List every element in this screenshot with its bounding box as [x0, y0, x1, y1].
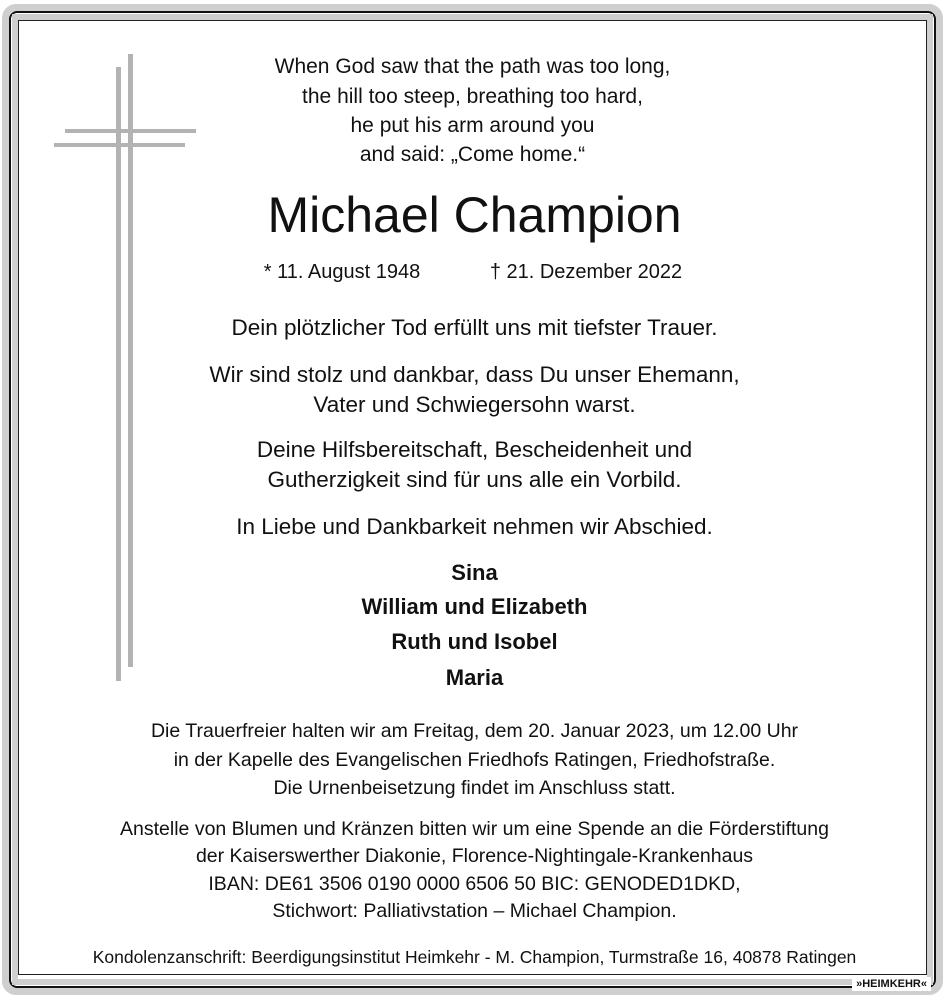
mourner-name: Sina — [451, 560, 498, 585]
message-line: Gutherzigkeit sind für uns alle ein Vorbild. — [267, 467, 682, 492]
poem-line: and said: „Come home.“ — [359, 143, 586, 166]
mourner-name: William und Elizabeth — [361, 594, 588, 619]
donation-line: Anstelle von Blumen und Kränzen bitten wir um eine Spende an die Förderstiftung — [120, 818, 829, 840]
message-line: Dein plötzlicher Tod erfüllt uns mit tiefster Trauer. — [231, 315, 718, 340]
deceased-name: Michael Champion — [267, 187, 682, 243]
death-date: † 21. Dezember 2022 — [489, 261, 683, 283]
poem-line: the hill too steep, breathing too hard, — [302, 85, 643, 108]
donation-line: der Kaiserswerther Diakonie, Florence-Nightingale-Krankenhaus — [195, 845, 754, 867]
message-line: Vater und Schwiegersohn warst. — [313, 392, 636, 417]
poem-line: he put his arm around you — [350, 114, 595, 137]
birth-date: * 11. August 1948 — [263, 261, 421, 283]
donation-line: Stichwort: Palliativstation – Michael Champion. — [272, 900, 677, 922]
funeral-line: Die Trauerfreier halten wir am Freitag, dem 20. Januar 2023, um 12.00 Uhr — [150, 720, 799, 742]
funeral-line: in der Kapelle des Evangelischen Friedhofs Ratingen, Friedhofstraße. — [173, 749, 776, 771]
message-line: In Liebe und Dankbarkeit nehmen wir Abschied. — [236, 514, 713, 539]
message-line: Wir sind stolz und dankbar, dass Du unser Ehemann, — [209, 362, 740, 387]
publisher-tag: »HEIMKEHR« — [852, 977, 931, 991]
poem-line: When God saw that the path was too long, — [274, 55, 671, 78]
donation-line: IBAN: DE61 3506 0190 0000 6506 50 BIC: GENODED1DKD, — [208, 873, 741, 895]
mourner-name: Maria — [445, 665, 504, 690]
funeral-line: Die Urnenbeisetzung findet im Anschluss statt. — [273, 777, 676, 799]
condolence-address: Kondolenzanschrift: Beerdigungsinstitut Heimkehr - M. Champion, Turmstraße 16, 40878 Ratingen — [92, 947, 857, 967]
mourner-name: Ruth und Isobel — [391, 629, 558, 654]
message-line: Deine Hilfsbereitschaft, Bescheidenheit und — [256, 437, 693, 462]
